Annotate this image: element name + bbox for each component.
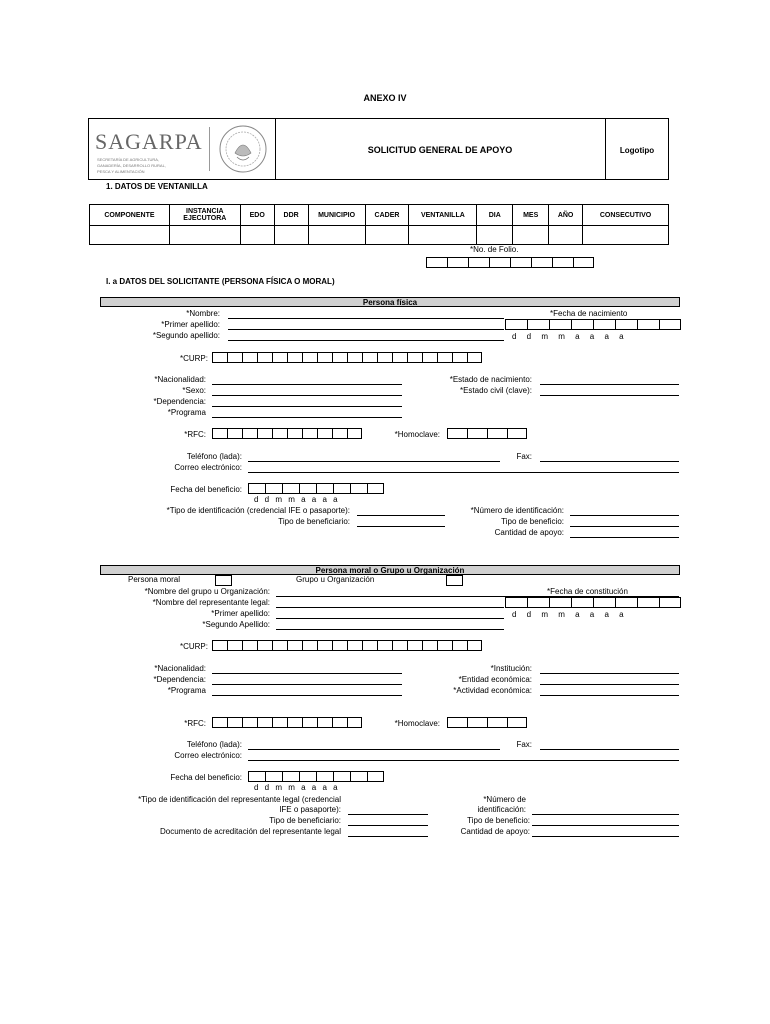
- nombre-representante-field[interactable]: [276, 607, 504, 608]
- folio-label: *No. de Folio.: [470, 245, 519, 254]
- moral-dependencia-label: *Dependencia:: [153, 675, 206, 684]
- moral-telefono-label: Teléfono (lada):: [186, 740, 242, 749]
- moral-numero-ident-label-2: identificación:: [477, 805, 526, 814]
- estado-nacimiento-field[interactable]: [540, 384, 679, 385]
- coat-of-arms-icon: [217, 123, 269, 175]
- fecha-nacimiento-boxes[interactable]: [505, 319, 681, 330]
- form-title: SOLICITUD GENERAL DE APOYO: [367, 145, 513, 155]
- cell-cader[interactable]: [365, 226, 409, 245]
- solicitante-heading: I. a DATOS DEL SOLICITANTE (PERSONA FÍSICA O MORAL): [106, 277, 335, 286]
- estado-civil-label: *Estado civil (clave):: [459, 386, 532, 395]
- moral-tipo-beneficio-label: Tipo de beneficio:: [467, 816, 530, 825]
- col-dia: DIA: [477, 205, 513, 226]
- homoclave-boxes[interactable]: [447, 428, 527, 439]
- cell-ddr[interactable]: [274, 226, 308, 245]
- col-ventanilla: VENTANILLA: [409, 205, 477, 226]
- sexo-field[interactable]: [212, 395, 402, 396]
- logo-divider: [209, 127, 210, 171]
- nombre-field[interactable]: [228, 318, 504, 319]
- tipo-ident-rep-label: *Tipo de identificación del representante legal (credencial: [138, 795, 341, 804]
- logotipo-label: Logotipo: [619, 146, 655, 155]
- col-ddr: DDR: [274, 205, 308, 226]
- estado-civil-field[interactable]: [540, 395, 679, 396]
- fecha-beneficio-boxes[interactable]: [248, 483, 384, 494]
- tipo-beneficiario-label: Tipo de beneficiario:: [278, 517, 350, 526]
- cell-consecutivo[interactable]: [583, 226, 669, 245]
- col-instancia: INSTANCIA EJECUTORA: [169, 205, 240, 226]
- moral-cantidad-apoyo-label: Cantidad de apoyo:: [460, 827, 530, 836]
- sagarpa-sub1: SECRETARÍA DE AGRICULTURA,: [97, 157, 160, 162]
- curp-label: *CURP:: [179, 354, 208, 363]
- cell-componente[interactable]: [90, 226, 170, 245]
- dependencia-field[interactable]: [212, 406, 402, 407]
- cell-instancia[interactable]: [169, 226, 240, 245]
- actividad-field[interactable]: [540, 695, 679, 696]
- cell-ano[interactable]: [549, 226, 583, 245]
- nacionalidad-label: *Nacionalidad:: [154, 375, 206, 384]
- entidad-field[interactable]: [540, 684, 679, 685]
- fecha-beneficio-label: Fecha del beneficio:: [170, 485, 242, 494]
- ventanilla-table: [89, 204, 669, 245]
- rfc-label: *RFC:: [184, 430, 206, 439]
- fecha-constitucion-format: d d m m a a a a: [512, 610, 624, 619]
- moral-segundo-apellido-label: *Segundo Apellido:: [202, 620, 270, 629]
- programa-field[interactable]: [212, 417, 402, 418]
- curp-boxes[interactable]: [212, 352, 482, 363]
- folio-boxes[interactable]: [426, 257, 594, 268]
- sagarpa-logo: [89, 119, 276, 179]
- tipo-beneficio-label: Tipo de beneficio:: [501, 517, 564, 526]
- fecha-nacimiento-label: *Fecha de nacimiento: [550, 309, 628, 318]
- cell-dia[interactable]: [477, 226, 513, 245]
- cell-edo[interactable]: [240, 226, 274, 245]
- sagarpa-sub2: GANADERÍA, DESARROLLO RURAL,: [97, 163, 166, 168]
- moral-tipo-beneficio-field[interactable]: [532, 825, 679, 826]
- col-ano: AÑO: [549, 205, 583, 226]
- institucion-label: *Institución:: [490, 664, 532, 673]
- documento-acreditacion-label: Documento de acreditación del representante legal: [159, 827, 341, 836]
- nombre-label: *Nombre:: [186, 309, 220, 318]
- telefono-label: Teléfono (lada):: [186, 452, 242, 461]
- persona-moral-label: Persona moral: [128, 575, 181, 584]
- moral-tipo-beneficiario-label: Tipo de beneficiario:: [269, 816, 341, 825]
- correo-field[interactable]: [248, 472, 679, 473]
- moral-nacionalidad-label: *Nacionalidad:: [154, 664, 206, 673]
- numero-identificacion-field[interactable]: [570, 515, 679, 516]
- rfc-boxes[interactable]: [212, 428, 362, 439]
- primer-apellido-field[interactable]: [228, 329, 504, 330]
- moral-fecha-beneficio-format: d d m m a a a a: [254, 783, 338, 792]
- cantidad-apoyo-label: Cantidad de apoyo:: [494, 528, 564, 537]
- grupo-label: Grupo u Organización: [296, 575, 375, 584]
- moral-primer-apellido-field[interactable]: [276, 618, 504, 619]
- primer-apellido-label: *Primer apellido:: [161, 320, 220, 329]
- header-box: [88, 118, 669, 180]
- col-cader: CADER: [365, 205, 409, 226]
- cell-ventanilla[interactable]: [409, 226, 477, 245]
- moral-segundo-apellido-field[interactable]: [276, 629, 504, 630]
- moral-primer-apellido-label: *Primer apellido:: [211, 609, 270, 618]
- fecha-constitucion-boxes[interactable]: [505, 597, 681, 608]
- moral-programa-field[interactable]: [212, 695, 402, 696]
- fecha-constitucion-label: *Fecha de constitución: [547, 587, 628, 596]
- moral-correo-field[interactable]: [248, 760, 679, 761]
- fecha-beneficio-format: d d m m a a a a: [254, 495, 338, 504]
- dependencia-label: *Dependencia:: [153, 397, 206, 406]
- moral-fax-label: Fax:: [516, 740, 532, 749]
- annex-title: ANEXO IV: [363, 93, 407, 103]
- moral-curp-label: *CURP:: [179, 642, 208, 651]
- institucion-field[interactable]: [540, 673, 679, 674]
- fecha-nacimiento-format: d d m m a a a a: [512, 332, 624, 341]
- moral-homoclave-label: *Homoclave:: [394, 719, 440, 728]
- documento-acreditacion-field[interactable]: [348, 836, 428, 837]
- moral-curp-boxes[interactable]: [212, 640, 482, 651]
- moral-tipo-beneficiario-field[interactable]: [348, 825, 428, 826]
- numero-identificacion-label: *Número de identificación:: [470, 506, 564, 515]
- moral-correo-label: Correo electrónico:: [174, 751, 242, 760]
- sagarpa-name: SAGARPA: [95, 129, 203, 154]
- grupo-checkbox[interactable]: [446, 575, 463, 586]
- moral-fecha-beneficio-boxes[interactable]: [248, 771, 384, 782]
- cell-municipio[interactable]: [308, 226, 365, 245]
- programa-label: *Programa: [167, 408, 206, 417]
- sexo-label: *Sexo:: [182, 386, 206, 395]
- moral-cantidad-apoyo-field[interactable]: [532, 836, 679, 837]
- persona-moral-bar: Persona moral o Grupo u Organización: [100, 565, 680, 575]
- tipo-identificacion-field[interactable]: [357, 515, 445, 516]
- nacionalidad-field[interactable]: [212, 384, 402, 385]
- segundo-apellido-field[interactable]: [228, 340, 504, 341]
- tipo-beneficio-field[interactable]: [570, 526, 679, 527]
- col-consecutivo: CONSECUTIVO: [583, 205, 669, 226]
- moral-fax-field[interactable]: [540, 749, 679, 750]
- moral-programa-label: *Programa: [167, 686, 206, 695]
- fax-field[interactable]: [540, 461, 679, 462]
- ventanilla-heading: 1. DATOS DE VENTANILLA: [106, 182, 208, 191]
- moral-homoclave-boxes[interactable]: [447, 717, 527, 728]
- homoclave-label: *Homoclave:: [394, 430, 440, 439]
- persona-fisica-bar: Persona física: [100, 297, 680, 307]
- sagarpa-sub3: PESCA Y ALIMENTACIÓN: [97, 169, 145, 174]
- col-componente: COMPONENTE: [90, 205, 170, 226]
- moral-nacionalidad-field[interactable]: [212, 673, 402, 674]
- entidad-label: *Entidad económica:: [458, 675, 532, 684]
- telefono-field[interactable]: [248, 461, 500, 462]
- segundo-apellido-label: *Segundo apellido:: [152, 331, 220, 340]
- correo-label: Correo electrónico:: [174, 463, 242, 472]
- moral-rfc-label: *RFC:: [184, 719, 206, 728]
- col-mes: MES: [513, 205, 549, 226]
- col-municipio: MUNICIPIO: [308, 205, 365, 226]
- moral-dependencia-field[interactable]: [212, 684, 402, 685]
- cantidad-apoyo-field[interactable]: [570, 537, 679, 538]
- fax-label: Fax:: [516, 452, 532, 461]
- nombre-grupo-label: *Nombre del grupo u Organización:: [144, 587, 270, 596]
- tipo-ident-rep-field[interactable]: [348, 814, 428, 815]
- estado-nacimiento-label: *Estado de nacimiento:: [449, 375, 532, 384]
- moral-fecha-beneficio-label: Fecha del beneficio:: [170, 773, 242, 782]
- cell-mes[interactable]: [513, 226, 549, 245]
- moral-rfc-boxes[interactable]: [212, 717, 362, 728]
- tipo-beneficiario-field[interactable]: [357, 526, 445, 527]
- actividad-label: *Actividad económica:: [453, 686, 532, 695]
- tipo-identificacion-label: *Tipo de identificación (credencial IFE o pasaporte):: [166, 506, 350, 515]
- persona-moral-checkbox[interactable]: [215, 575, 232, 586]
- moral-telefono-field[interactable]: [248, 749, 500, 750]
- nombre-representante-label: *Nombre del representante legal:: [152, 598, 270, 607]
- moral-numero-ident-field[interactable]: [532, 814, 679, 815]
- col-edo: EDO: [240, 205, 274, 226]
- tipo-ident-rep-label-2: IFE o pasaporte):: [279, 805, 341, 814]
- moral-numero-ident-label: *Número de: [483, 795, 526, 804]
